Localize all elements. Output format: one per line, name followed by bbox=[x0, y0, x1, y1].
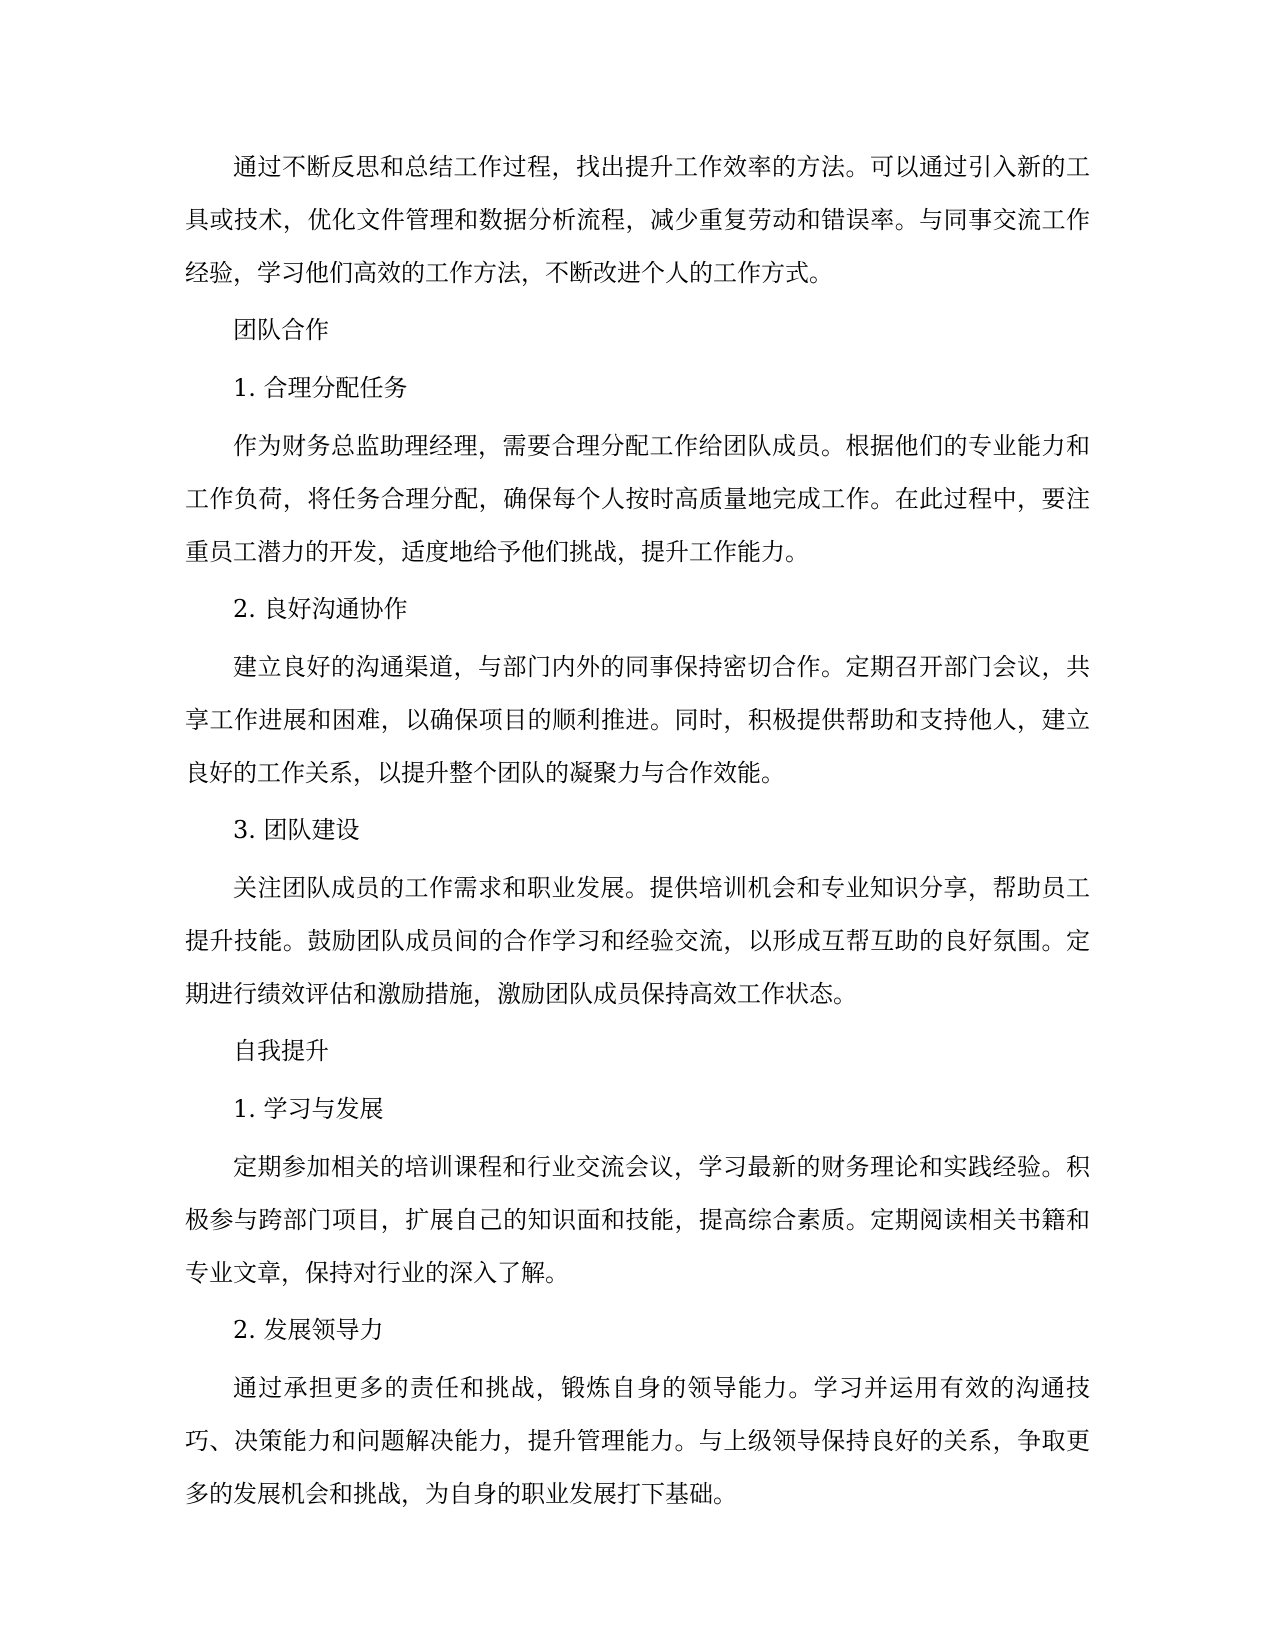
section-heading-self-improvement: 自我提升 bbox=[233, 1037, 329, 1065]
paragraph-task-allocation: 作为财务总监助理经理，需要合理分配工作给团队成员。根据他们的专业能力和工作负荷，将任务合理分配，确保每个人按时高质量地完成工作。在此过程中，要注重员工潜力的开发，适度地给予他们挑战，提升工作能力。 bbox=[185, 432, 1090, 566]
paragraph-leadership: 通过承担更多的责任和挑战，锻炼自身的领导能力。学习并运用有效的沟通技巧、决策能力和问题解决能力，提升管理能力。与上级领导保持良好的关系，争取更多的发展机会和挑战，为自身的职业发展打下基础。 bbox=[185, 1374, 1090, 1508]
paragraph-efficiency-improvement: 通过不断反思和总结工作过程，找出提升工作效率的方法。可以通过引入新的工具或技术，优化文件管理和数据分析流程，减少重复劳动和错误率。与同事交流工作经验，学习他们高效的工作方法，不断改进个人的工作方式。 bbox=[185, 153, 1090, 287]
subheading-communication: 2. 良好沟通协作 bbox=[233, 595, 408, 623]
paragraph-learning: 定期参加相关的培训课程和行业交流会议，学习最新的财务理论和实践经验。积极参与跨部门项目，扩展自己的知识面和技能，提高综合素质。定期阅读相关书籍和专业文章，保持对行业的深入了解。 bbox=[185, 1153, 1090, 1287]
paragraph-team-building: 关注团队成员的工作需求和职业发展。提供培训机会和专业知识分享，帮助员工提升技能。鼓励团队成员间的合作学习和经验交流，以形成互帮互助的良好氛围。定期进行绩效评估和激励措施，激励团队成员保持高效工作状态。 bbox=[185, 874, 1090, 1008]
subheading-leadership: 2. 发展领导力 bbox=[233, 1316, 384, 1344]
subheading-team-building: 3. 团队建设 bbox=[233, 816, 360, 844]
subheading-task-allocation: 1. 合理分配任务 bbox=[233, 374, 408, 402]
subheading-learning: 1. 学习与发展 bbox=[233, 1095, 384, 1123]
paragraph-communication: 建立良好的沟通渠道，与部门内外的同事保持密切合作。定期召开部门会议，共享工作进展和困难，以确保项目的顺利推进。同时，积极提供帮助和支持他人，建立良好的工作关系，以提升整个团队的凝聚力与合作效能。 bbox=[185, 653, 1090, 787]
section-heading-team-cooperation: 团队合作 bbox=[233, 316, 329, 344]
